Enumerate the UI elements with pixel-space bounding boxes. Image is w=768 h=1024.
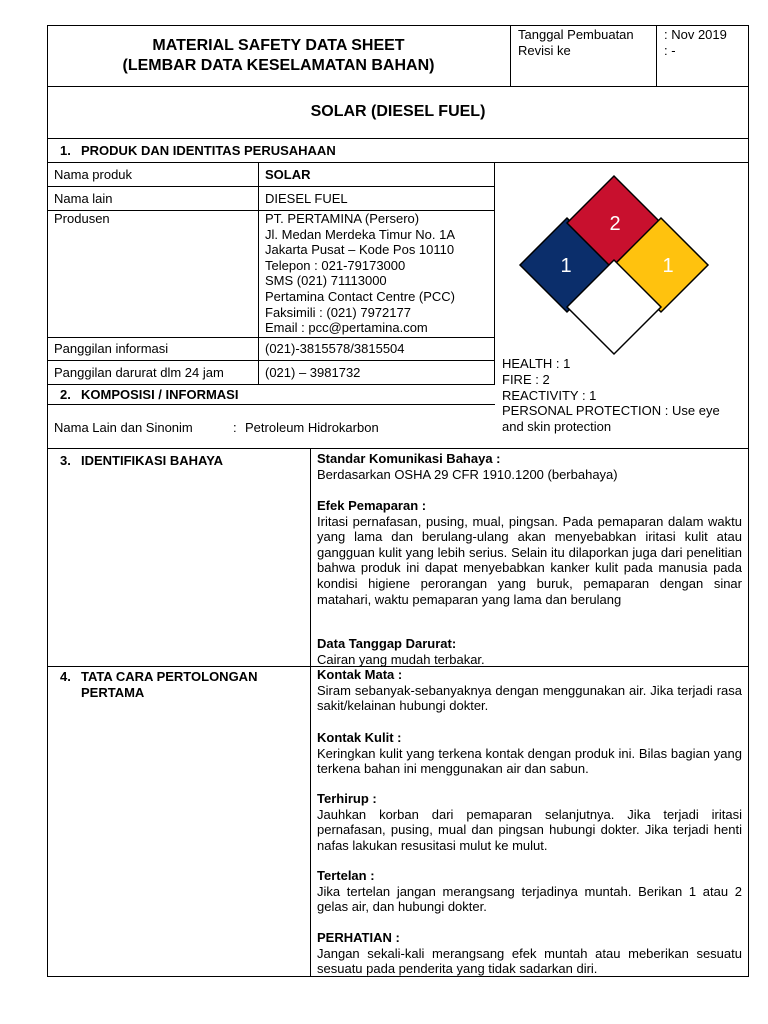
produsen-line: Faksimili : (021) 7972177 (265, 304, 411, 320)
nfpa-health-number: 1 (560, 255, 572, 277)
section4-number: 4. (60, 669, 71, 684)
section3-heading: IDENTIFIKASI BAHAYA (81, 453, 224, 468)
hazard-communication-title: Standar Komunikasi Bahaya : (317, 451, 501, 466)
document-title-line1: MATERIAL SAFETY DATA SHEET (152, 37, 405, 54)
inhalation-title: Terhirup : (317, 791, 377, 806)
date-value: : Nov 2019 (664, 27, 727, 42)
health-rating: HEALTH : 1 (502, 356, 571, 371)
synonym-value: Petroleum Hidrokarbon (245, 420, 379, 435)
ingestion-text: Jika tertelan jangan merangsang terjadinya muntah. Berikan 1 atau 2 gelas air, dan hubungi dokter. (317, 883, 742, 915)
exposure-effects-block (317, 498, 742, 607)
section2-heading: KOMPOSISI / INFORMASI (81, 387, 239, 402)
produsen-line: Pertamina Contact Centre (PCC) (265, 288, 456, 304)
synonym-label: Nama Lain dan Sinonim (54, 420, 193, 435)
warning-block (317, 930, 742, 977)
skin-contact-text: Keringkan kulit yang terkena kontak dengan produk ini. Bilas bagian yang terkena bahan ini menggunakan air dan sabun. (317, 745, 742, 777)
nfpa-diamond (518, 174, 718, 358)
document-title (47, 36, 510, 76)
eye-contact-block (317, 667, 742, 714)
product-title: SOLAR (DIESEL FUEL) (310, 103, 486, 120)
personal-protection-line2: and skin protection (502, 419, 612, 434)
personal-protection-line1: PERSONAL PROTECTION : Use eye (502, 403, 720, 418)
inhalation-text: Jauhkan korban dari pemaparan selanjutnya. Jika terjadi iritasi pernafasan, pusing, mual dan pingsan hubungi dokter. Jika terjadi henti nafas lakukan resusitasi mulut ke mulut. (317, 806, 742, 853)
section1-number: 1. (60, 143, 71, 158)
skin-contact-title: Kontak Kulit : (317, 730, 402, 745)
nama-lain-value: DIESEL FUEL (265, 191, 348, 206)
produsen-line: SMS (021) 71113000 (265, 273, 387, 289)
revision-label: Revisi ke (518, 43, 571, 58)
nfpa-flammability-number: 2 (609, 213, 621, 235)
panggilan-darurat-label: Panggilan darurat dlm 24 jam (54, 365, 224, 380)
document-title-line2: (LEMBAR DATA KESELAMATAN BAHAN) (122, 57, 435, 74)
panggilan-informasi-label: Panggilan informasi (54, 341, 169, 356)
emergency-response-title: Data Tanggap Darurat: (317, 636, 457, 651)
inhalation-block (317, 791, 742, 853)
reactivity-rating: REACTIVITY : 1 (502, 388, 597, 403)
revision-value: : - (664, 43, 676, 58)
exposure-effects-text: Iritasi pernafasan, pusing, mual, pingsan. Pada pemaparan dalam waktu yang lama dan berulang-ulang akan menyebabkan iritasi kulit atau gangguan kulit yang lebih serius. Selain itu dilaporkan juga dari penelitian bahwa produk ini dapat menyebabkan kanker kulit pada manusia pada kondisi higiene perorangan yang buruk, pemaparan dengan sinar matahari, waktu pemaparan yang lama dan berulang (317, 513, 742, 607)
section4-heading-line2: PERTAMA (81, 685, 145, 700)
emergency-response-block (317, 636, 742, 667)
panggilan-darurat-value: (021) – 3981732 (265, 365, 361, 380)
produsen-line: Jl. Medan Merdeka Timur No. 1A (265, 226, 456, 242)
nama-lain-label: Nama lain (54, 191, 113, 206)
ingestion-title: Tertelan : (317, 868, 375, 883)
produsen-label: Produsen (54, 211, 110, 226)
produsen-line: Jakarta Pusat – Kode Pos 10110 (265, 242, 455, 258)
ingestion-block (317, 868, 742, 915)
date-label: Tanggal Pembuatan (518, 27, 634, 42)
fire-rating: FIRE : 2 (502, 372, 550, 387)
eye-contact-text: Siram sebanyak-sebanyaknya dengan menggunakan air. Jika terjadi rasa sakit/kelainan hubungi dokter. (317, 682, 742, 714)
exposure-effects-title: Efek Pemaparan : (317, 498, 427, 513)
section3-number: 3. (60, 453, 71, 468)
nama-produk-label: Nama produk (54, 167, 133, 182)
warning-title: PERHATIAN : (317, 930, 400, 945)
warning-text: Jangan sekali-kali merangsang efek muntah atau meberikan sesuatu sesuatu pada penderita yang tidak sadarkan diri. (317, 945, 742, 977)
emergency-response-text: Cairan yang mudah terbakar. (317, 651, 485, 667)
section1-heading: PRODUK DAN IDENTITAS PERUSAHAAN (81, 143, 336, 158)
produsen-line: Email : pcc@pertamina.com (265, 320, 428, 336)
section4-heading-line1: TATA CARA PERTOLONGAN (81, 669, 258, 684)
eye-contact-title: Kontak Mata : (317, 667, 403, 682)
hazard-communication-text: Berdasarkan OSHA 29 CFR 1910.1200 (berbahaya) (317, 466, 618, 482)
section2-number: 2. (60, 387, 71, 402)
nama-produk-value: SOLAR (265, 167, 311, 182)
hazard-communication-block (317, 451, 742, 482)
produsen-address (265, 211, 455, 336)
skin-contact-block (317, 730, 742, 777)
synonym-separator: : (233, 420, 237, 435)
nfpa-reactivity-number: 1 (662, 255, 674, 277)
produsen-line: Telepon : 021-79173000 (265, 257, 406, 273)
panggilan-informasi-value: (021)-3815578/3815504 (265, 341, 405, 356)
produsen-line: PT. PERTAMINA (Persero) (265, 211, 420, 226)
